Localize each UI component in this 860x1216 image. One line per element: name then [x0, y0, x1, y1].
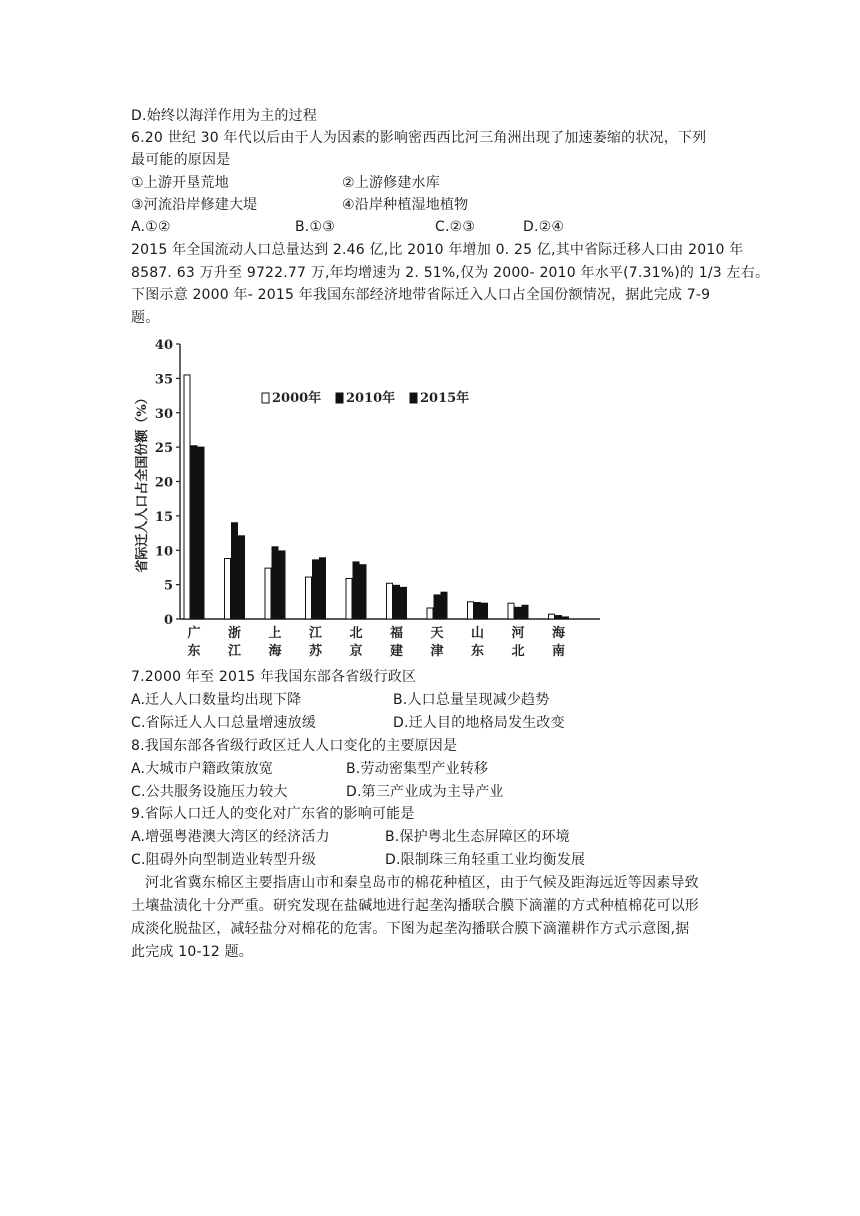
y-tick-label: 0 — [163, 613, 173, 628]
bar-2000 — [265, 568, 271, 619]
x-category-label-top: 北 — [349, 626, 363, 641]
x-category-label-bottom: 京 — [349, 644, 363, 659]
q6-item-2: ②上游修建水库 — [342, 175, 440, 191]
legend-label: 2010年 — [346, 391, 396, 406]
y-tick-label: 10 — [154, 544, 173, 560]
y-axis-label: 省际迁人人口占全国份额（%） — [135, 391, 150, 573]
y-tick-label: 5 — [163, 578, 173, 594]
bar-2010 — [232, 523, 238, 619]
intro-line3: 下图示意 2000 年- 2015 年我国东部经济地带省际迁入人口占全国份额情况，据此完成 7-9 — [131, 287, 711, 303]
q5-option-d: D.始终以海洋作用为主的过程 — [131, 108, 318, 124]
legend-swatch — [262, 393, 269, 403]
x-category-label-top: 河 — [511, 626, 525, 641]
legend-label: 2015年 — [420, 391, 470, 406]
bar-2015 — [239, 536, 245, 619]
x-category-label-top: 上 — [268, 626, 282, 641]
bar-2015 — [441, 592, 447, 619]
x-category-label-bottom: 东 — [187, 644, 201, 659]
x-category-label-top: 山 — [470, 626, 485, 641]
bar-2010 — [515, 607, 521, 619]
q8-option-b: B.劳动密集型产业转移 — [346, 761, 489, 777]
x-category-label-top: 广 — [187, 626, 201, 641]
x-category-label-bottom: 苏 — [308, 644, 323, 659]
q7-option-b: B.人口总量呈现减少趋势 — [393, 692, 550, 708]
q6-item-1: ①上游开垦荒地 — [131, 175, 229, 191]
q6-option-c: C.②③ — [435, 219, 476, 235]
bar-2015 — [360, 565, 366, 619]
bar-2015 — [522, 605, 528, 619]
x-category-label-bottom: 北 — [511, 644, 525, 659]
bar-2000 — [549, 614, 555, 619]
q9-stem: 9.省际人口迁人的变化对广东省的影响可能是 — [131, 806, 415, 822]
q7-option-a: A.迁人人口数量均出现下降 — [131, 692, 302, 708]
intro-line1: 2015 年全国流动人口总量达到 2.46 亿,比 2010 年增加 0. 25 亿,其中省际迁移人口由 2010 年 — [131, 242, 744, 258]
y-tick-label: 25 — [154, 441, 173, 457]
q6-option-b: B.①③ — [295, 219, 335, 235]
bar-2015 — [320, 558, 326, 619]
q9-option-d: D.限制珠三角轻重工业均衡发展 — [385, 852, 586, 868]
bar-2010 — [353, 562, 359, 619]
bar-2000 — [306, 577, 312, 619]
y-tick-label: 40 — [154, 338, 173, 353]
bar-2000 — [225, 559, 231, 620]
q8-option-d: D.第三产业成为主导产业 — [346, 784, 504, 800]
legend-label: 2000年 — [272, 391, 322, 406]
y-tick-label: 35 — [154, 372, 173, 388]
x-category-label-top: 海 — [551, 626, 566, 641]
intro-line4: 题。 — [131, 310, 160, 326]
bar-2015 — [401, 587, 407, 619]
bar-2015 — [563, 617, 569, 619]
q9-option-a: A.增强粤港澳大湾区的经济活力 — [131, 829, 330, 845]
bar-2010 — [191, 446, 197, 619]
bar-2010 — [313, 560, 319, 619]
bar-2000 — [184, 375, 190, 619]
x-category-label-top: 江 — [308, 626, 323, 641]
x-category-label-bottom: 海 — [268, 644, 282, 659]
x-category-label-bottom: 江 — [227, 644, 242, 659]
q6-stem-line1: 6.20 世纪 30 年代以后由于人为因素的影响密西西比河三角洲出现了加速萎缩的状况，下列 — [131, 130, 707, 146]
x-category-label-bottom: 津 — [430, 644, 444, 659]
bar-2015 — [482, 603, 488, 619]
q8-stem: 8.我国东部各省级行政区迁人人口变化的主要原因是 — [131, 738, 458, 754]
x-category-label-top: 福 — [389, 626, 404, 641]
q8-option-a: A.大城市户籍政策放宽 — [131, 761, 273, 777]
x-category-label-bottom: 建 — [389, 644, 404, 659]
q8-option-c: C.公共服务设施压力较大 — [131, 784, 288, 800]
y-tick-label: 15 — [154, 509, 173, 525]
bar-2010 — [434, 595, 440, 619]
q6-item-4: ④沿岸种植湿地植物 — [342, 197, 469, 213]
q6-item-3: ③河流沿岸修建大堤 — [131, 197, 258, 213]
x-category-label-top: 浙 — [227, 626, 242, 641]
y-tick-label: 30 — [154, 406, 173, 422]
intro-line2: 8587. 63 万升至 9722.77 万,年均增速为 2. 51%,仅为 2000- 2010 年水平(7.31%)的 1/3 左右。 — [131, 265, 770, 281]
bar-2000 — [508, 603, 514, 619]
passage2-line4: 此完成 10-12 题。 — [131, 944, 253, 960]
y-tick-label: 20 — [154, 475, 173, 491]
migration-share-bar-chart — [120, 334, 610, 659]
bar-2000 — [346, 578, 352, 619]
x-category-label-bottom: 南 — [551, 644, 566, 659]
bar-2010 — [475, 603, 481, 620]
q6-option-a: A.①② — [131, 219, 171, 235]
x-category-label-bottom: 东 — [470, 644, 485, 659]
bar-2010 — [394, 585, 400, 619]
passage2-line3: 成淡化脱盐区，减轻盐分对棉花的危害。下图为起垄沟播联合膜下滴灌耕作方式示意图,据 — [131, 921, 690, 937]
bar-2010 — [556, 616, 562, 619]
q9-option-c: C.阻碍外向型制造业转型升级 — [131, 852, 317, 868]
q7-option-c: C.省际迁人人口总量增速放缓 — [131, 715, 317, 731]
q6-stem-line2: 最可能的原因是 — [131, 152, 231, 168]
bar-2000 — [387, 583, 393, 619]
q7-stem: 7.2000 年至 2015 年我国东部各省级行政区 — [131, 669, 417, 685]
q9-option-b: B.保护粤北生态屏障区的环境 — [385, 829, 570, 845]
bar-2010 — [272, 547, 278, 619]
passage2-line2: 土壤盐渍化十分严重。研究发现在盐碱地进行起垄沟播联合膜下滴灌的方式种植棉花可以形 — [131, 898, 699, 914]
bar-2000 — [427, 608, 433, 619]
x-category-label-top: 天 — [430, 626, 444, 641]
bar-2000 — [468, 602, 474, 619]
bar-2015 — [198, 447, 204, 619]
passage2-line1: 河北省冀东棉区主要指唐山市和秦皇岛市的棉花种植区，由于气候及距海远近等因素导致 — [145, 875, 699, 891]
q6-option-d: D.②④ — [523, 219, 565, 235]
bar-2015 — [279, 551, 285, 619]
legend-swatch — [336, 393, 343, 403]
legend-swatch — [410, 393, 417, 403]
q7-option-d: D.迁人目的地格局发生改变 — [393, 715, 565, 731]
